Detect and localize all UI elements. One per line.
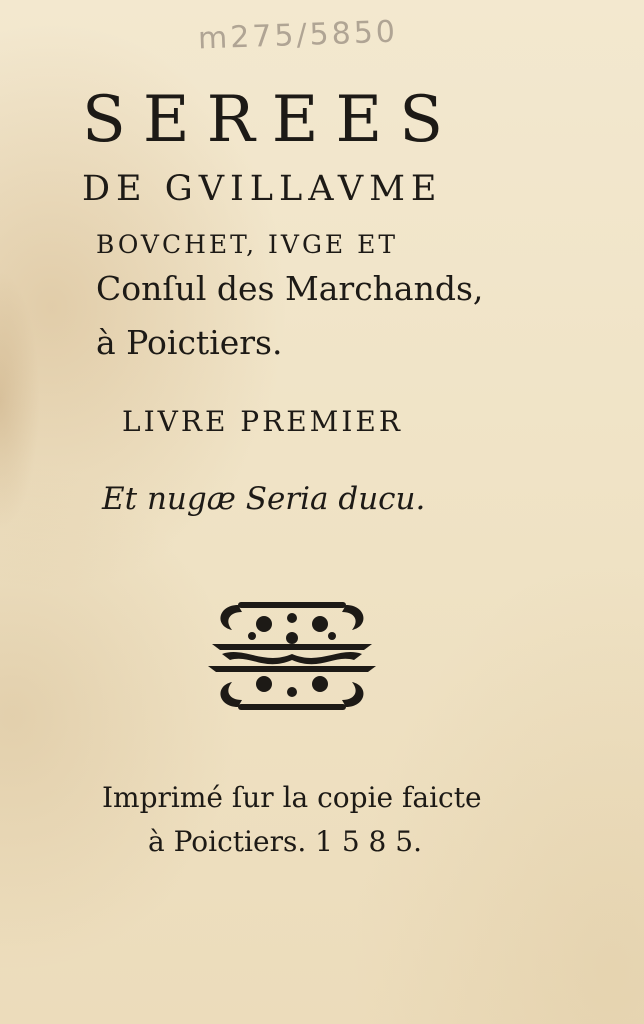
imprint-line-2: à Poictiers. 1 5 8 5. [148, 825, 422, 858]
imprint-line-1: Imprimé ſur la copie faicte [102, 781, 482, 814]
title-line-2: DE GVILLAVME [82, 169, 443, 209]
title-line-5: à Poictiers. [96, 323, 283, 362]
title-line-4: Conſul des Marchands, [96, 269, 484, 308]
title-line-3: BOVCHET, IVGE ET [96, 230, 399, 259]
title-line-1: SEREES [82, 83, 461, 157]
motto: Et nugæ Seria ducu. [102, 481, 426, 517]
handwritten-shelfmark: m275/5850 [197, 14, 399, 57]
floral-fleuron-ornament-icon [204, 596, 380, 716]
book-number: LIVRE PREMIER [122, 405, 403, 438]
